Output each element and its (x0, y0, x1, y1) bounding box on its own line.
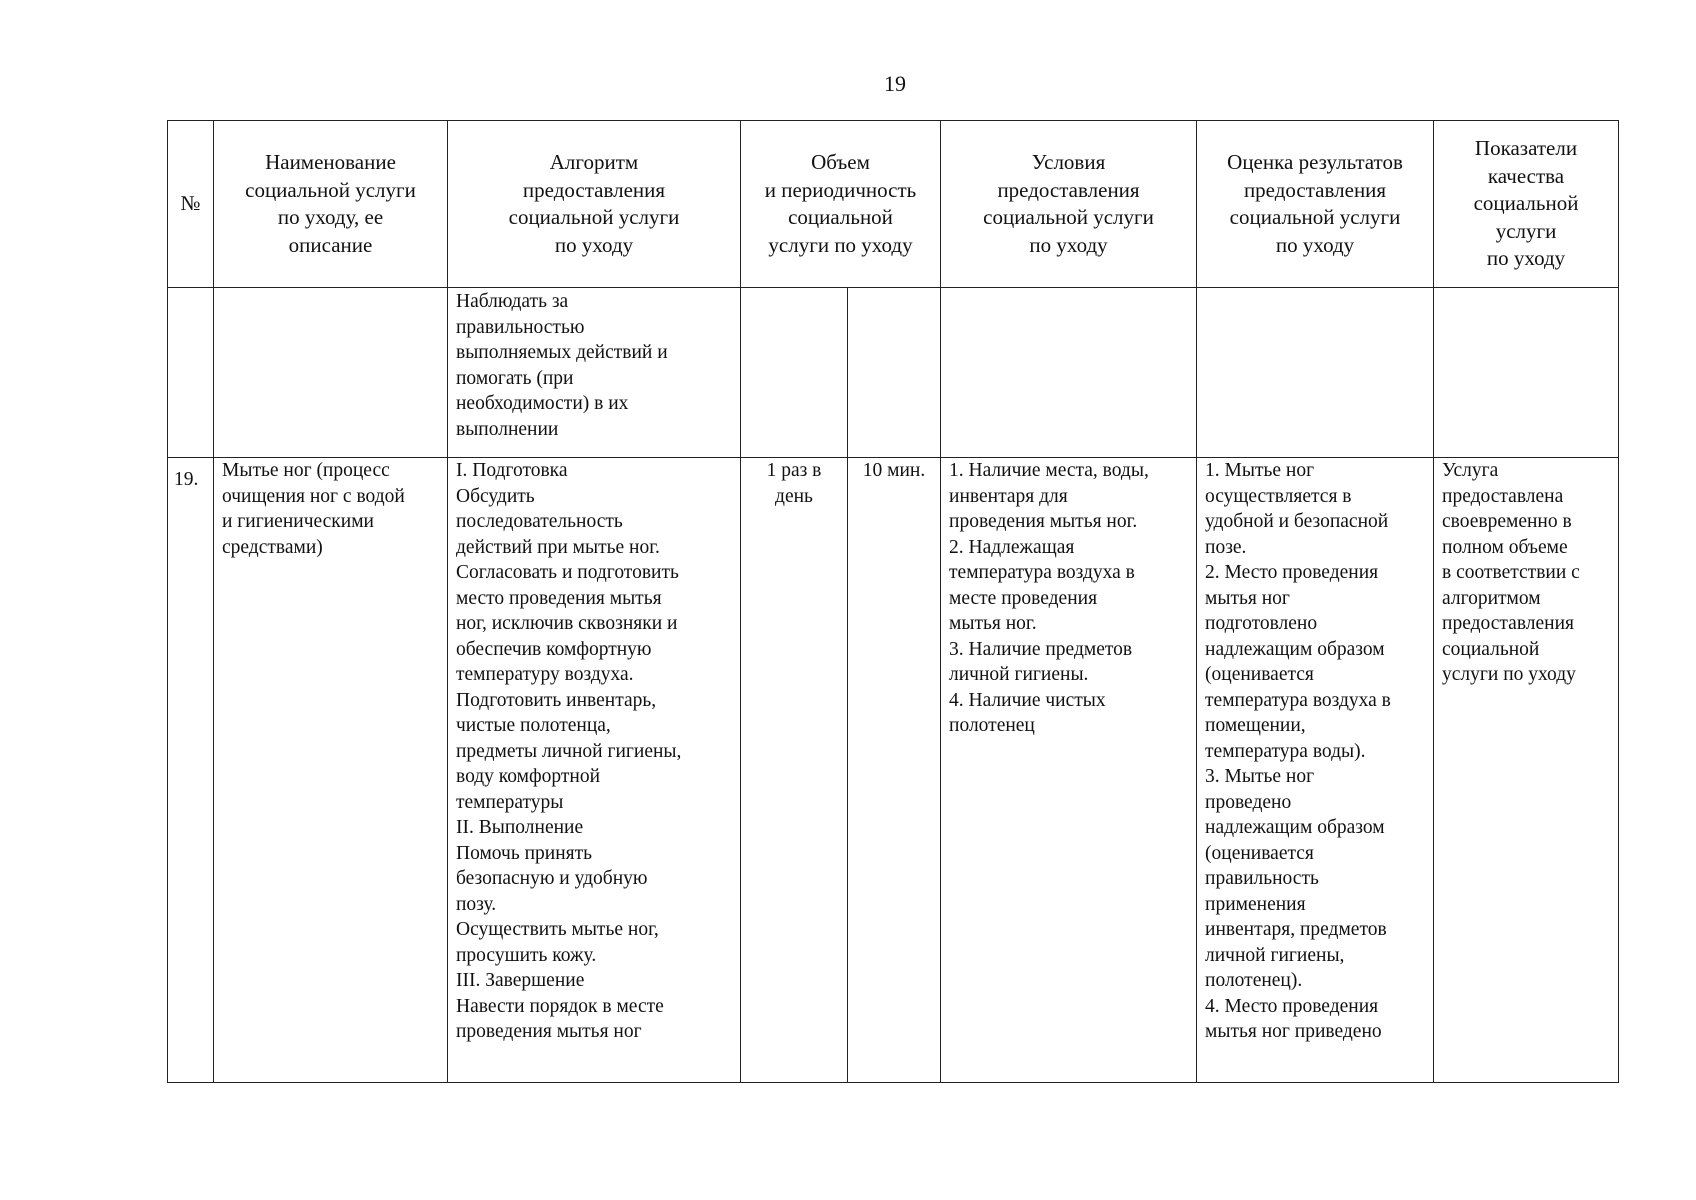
text-line: 1 раз в (766, 460, 822, 481)
text-line: день (775, 485, 813, 507)
text-line: личной гигиены. (949, 664, 1089, 685)
text-line: выполняемых действий и (456, 342, 668, 363)
text-line: проведено (1205, 791, 1292, 813)
text-line: подготовлено (1205, 613, 1318, 634)
text-line: социальной (1442, 638, 1540, 660)
text-line: Согласовать и подготовить (456, 562, 679, 583)
text-line: необходимости) в их (456, 393, 629, 414)
cell-evaluation-empty (1197, 288, 1434, 458)
social-services-table (167, 120, 1619, 1083)
text-line: воду комфортной (456, 766, 601, 787)
text-line: предоставления (522, 177, 666, 202)
text-line: 2. Место проведения (1205, 562, 1379, 583)
cell-conditions-empty (941, 288, 1197, 458)
cell-number: 19. (168, 458, 214, 1083)
header-conditions (941, 121, 1197, 288)
text-line: социальной услуги (245, 177, 416, 202)
text-line: место проведения мытья (456, 587, 662, 609)
text-line: предоставлена (1442, 485, 1564, 507)
text-line: Навести порядок в месте (456, 995, 664, 1017)
cell-evaluation (1197, 458, 1434, 1083)
cell-volume-empty (741, 288, 848, 458)
text-line: Подготовить инвентарь, (456, 689, 657, 711)
text-line: чистые полотенца, (456, 715, 611, 736)
cell-volume (741, 458, 848, 1083)
header-number (168, 121, 214, 288)
text-line: мытья ног. (949, 613, 1037, 634)
cell-quality-indicators (1434, 458, 1619, 1083)
cell-duration: 10 мин. (848, 458, 941, 1083)
text-line: Мытье ног (процесс (222, 460, 390, 481)
header-service-name (214, 121, 448, 288)
text-line: № (180, 191, 201, 216)
cell-conditions (941, 458, 1197, 1083)
text-line: Наименование (265, 150, 396, 174)
text-line: последовательность (456, 511, 623, 532)
text-line: алгоритмом (1442, 587, 1541, 609)
text-line: помогать (при (456, 367, 574, 389)
header-algorithm (448, 121, 741, 288)
text-line: обеспечив комфортную (456, 638, 652, 660)
text-line: температуры (456, 791, 564, 813)
text-line: полотенец). (1205, 970, 1303, 991)
text-line: позу. (456, 893, 497, 915)
text-line: предметы личной гигиены, (456, 740, 682, 762)
text-line: 3. Наличие предметов (949, 638, 1133, 660)
text-line: III. Завершение (456, 970, 585, 991)
text-line: правильность (1205, 868, 1319, 889)
text-line: Помочь принять (456, 842, 593, 864)
text-line: 1. Мытье ног (1205, 460, 1315, 481)
text-line: температура воды). (1205, 740, 1366, 762)
text-line: (оценивается (1205, 664, 1314, 685)
text-line: очищения ног с водой (222, 485, 405, 507)
text-line: применения (1205, 893, 1306, 915)
text-line: Оценка результатов (1227, 150, 1403, 174)
text-line: услуги (1495, 218, 1557, 243)
text-line: действий при мытье ног. (456, 536, 660, 558)
text-line: своевременно в (1442, 511, 1572, 532)
text-line: по уходу (1275, 232, 1355, 257)
text-line: Объем (811, 150, 870, 174)
header-quality-indicators (1434, 121, 1619, 288)
text-line: Наблюдать за (456, 291, 569, 312)
text-line: по уходу (554, 232, 634, 257)
text-line: по уходу (1486, 246, 1566, 271)
text-line: Алгоритм (549, 150, 639, 174)
text-line: Показатели (1474, 136, 1578, 161)
text-line: средствами) (222, 536, 323, 558)
text-line: Услуга (1442, 460, 1499, 481)
text-line: надлежащим образом (1205, 817, 1385, 838)
text-line: инвентаря для (949, 485, 1068, 507)
text-line: личной гигиены, (1205, 944, 1345, 966)
text-line: и гигиеническими (222, 511, 374, 532)
text-line: социальной услуги (1229, 205, 1401, 229)
text-line: Осуществить мытье ног, (456, 919, 659, 940)
text-line: по уходу, ее (277, 205, 384, 229)
text-line: Условия (1031, 150, 1106, 174)
header-evaluation (1197, 121, 1434, 288)
text-line: качества (1487, 163, 1565, 188)
text-line: полотенец (949, 715, 1035, 736)
table-row-continuation (168, 288, 1619, 458)
text-line: предоставления (997, 177, 1140, 202)
table-row-19 (168, 458, 1619, 1083)
cell-algorithm (448, 458, 741, 1083)
cell-number-empty (168, 288, 214, 458)
cell-quality-empty (1434, 288, 1619, 458)
text-line: услуги по уходу (768, 232, 913, 257)
text-line: удобной и безопасной (1205, 511, 1389, 532)
text-line: температура воздуха в (949, 562, 1135, 583)
text-line: помещении, (1205, 715, 1306, 736)
text-line: описание (288, 232, 373, 257)
text-line: II. Выполнение (456, 817, 584, 838)
text-line: по уходу (1029, 232, 1108, 257)
text-line: проведения мытья ног. (949, 511, 1138, 532)
text-line: 1. Наличие места, воды, (949, 460, 1149, 481)
text-line: позе. (1205, 536, 1247, 558)
text-line: социальной (1473, 191, 1579, 216)
text-line: в соответствии с (1442, 562, 1580, 583)
text-line: Обсудить (456, 485, 535, 507)
cell-duration-empty (848, 288, 941, 458)
text-line: предоставления (1243, 177, 1387, 202)
text-line: 3. Мытье ног (1205, 766, 1315, 787)
text-line: проведения мытья ног (456, 1021, 642, 1042)
text-line: (оценивается (1205, 842, 1314, 864)
text-line: ног, исключив сквозняки и (456, 613, 678, 634)
text-line: температура воздуха в (1205, 689, 1391, 711)
text-line: услуги по уходу (1442, 664, 1576, 685)
text-line: полном объеме (1442, 536, 1568, 558)
text-line: надлежащим образом (1205, 638, 1385, 660)
cell-algorithm-continuation (448, 288, 741, 458)
page-number: 19 (884, 71, 906, 96)
text-line: мытья ног приведено (1205, 1021, 1382, 1042)
text-line: мытья ног (1205, 587, 1290, 609)
text-line: и периодичность (764, 177, 917, 202)
table-header-row (168, 121, 1619, 288)
text-line: социальной (788, 205, 893, 229)
text-line: осуществляется в (1205, 485, 1352, 507)
text-line: месте проведения (949, 587, 1098, 609)
text-line: температуру воздуха. (456, 664, 634, 685)
text-line: I. Подготовка (456, 460, 568, 481)
text-line: предоставления (1442, 613, 1575, 634)
text-line: социальной услуги (508, 205, 680, 229)
header-volume-periodicity (741, 121, 941, 288)
text-line: просушить кожу. (456, 944, 597, 966)
cell-service-name (214, 458, 448, 1083)
text-line: инвентаря, предметов (1205, 919, 1387, 940)
text-line: выполнении (456, 418, 559, 440)
text-line: социальной услуги (983, 205, 1154, 229)
text-line: безопасную и удобную (456, 868, 648, 889)
text-line: 4. Наличие чистых (949, 689, 1106, 711)
cell-name-empty (214, 288, 448, 458)
text-line: 2. Надлежащая (949, 536, 1075, 558)
text-line: 4. Место проведения (1205, 995, 1379, 1017)
text-line: правильностью (456, 316, 585, 338)
